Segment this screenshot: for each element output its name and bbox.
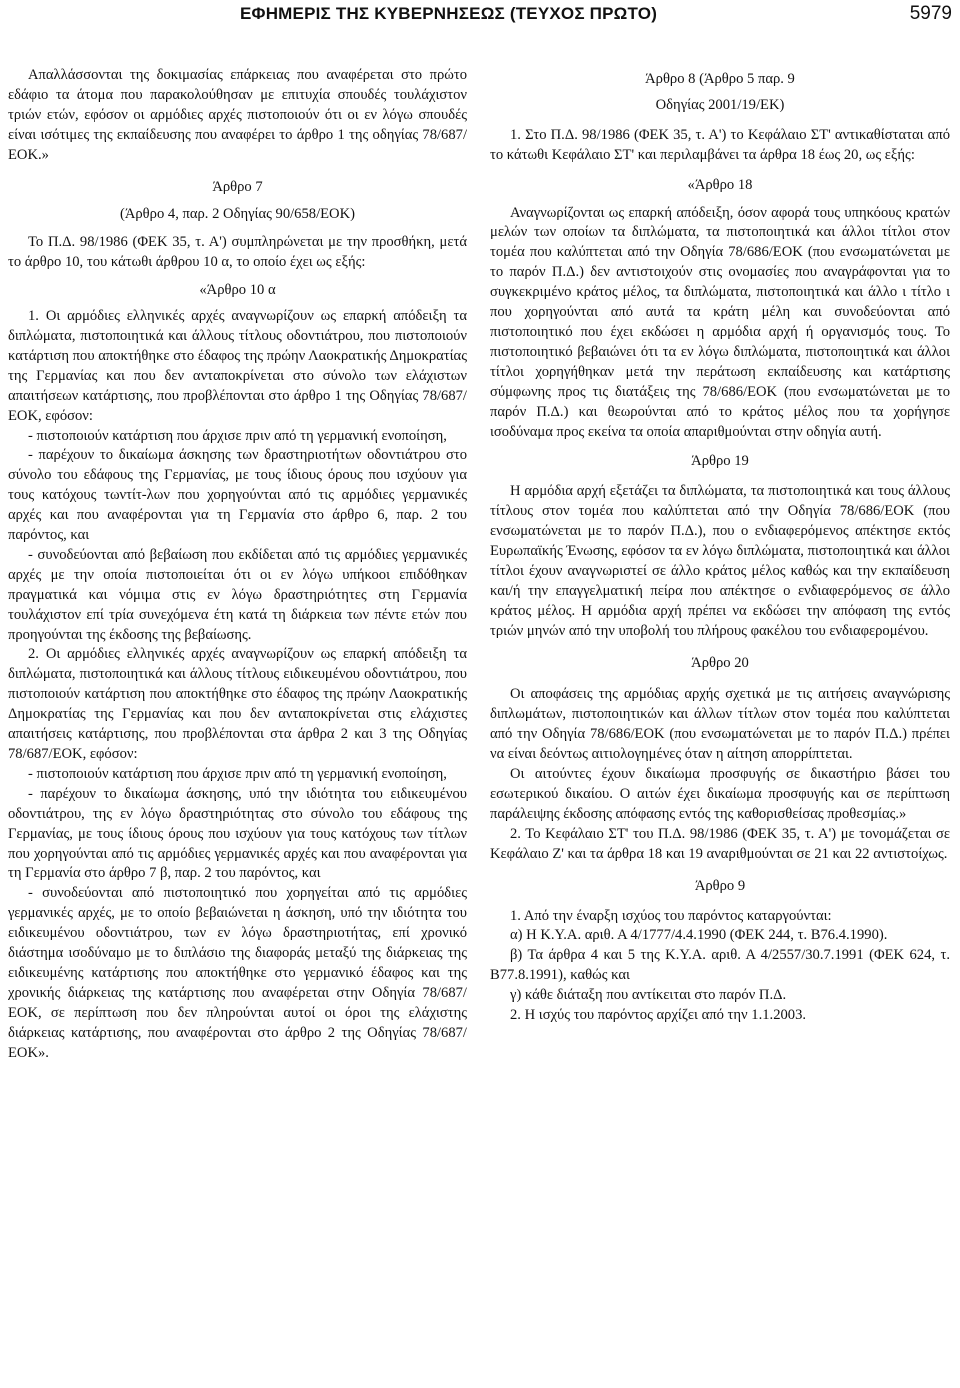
list-item: - παρέχουν το δικαίωμα άσκησης, υπό την ιδιότητα του ειδικευμένου οδοντιάτρου, της εν λόγω δραστηριότητας στο σύνολο του εδάφους της Γερμανίας, με τους ίδιους όρους που ισχύουν για τους κατόχους των τίτλων που χορηγούνται από τις αρμόδιες γερμανικές αρχές και που αναφέρονται για τη Γερμανία στο άρθρο 7 β, παρ. 2 του παρόντος, και <box>8 785 467 882</box>
list-item: - συνοδεύονται από βεβαίωση που εκδίδεται από τις αρμόδιες γερμανικές αρχές με την οποία πιστοποιείται ότι οι εν λόγω υπήκοοι επιδόθηκαν πραγματικά και νόμιμα στις εν λόγω δραστηριότητες στη Γερμανία τουλάχιστον επί τρία συνεχόμενα έτη κατά τη διάρκεια των πέντε ετών που προηγούνται της έκδοσης της βεβαίωσης. <box>8 546 467 643</box>
article-heading: Άρθρο 8 (Άρθρο 5 παρ. 9 <box>645 71 795 87</box>
article-heading: Άρθρο 20 <box>691 654 749 671</box>
paragraph: 1. Στο Π.Δ. 98/1986 (ΦΕΚ 35, τ. Α') το Κεφάλαιο ΣΤ' αντικαθίσταται από το κάτωθι Κεφάλαιο ΣΤ' και περιλαμβάνει τα άρθρα 18 έως 20, ως εξής: <box>490 126 950 163</box>
paragraph: Η αρμόδια αρχή εξετάζει τα διπλώματα, τα πιστοποιητικά και τους άλλους τίτλους στον τομέα που καλύπτεται από την Οδηγία 78/686/ΕΟΚ (που ενσωματώνεται με το παρόν Π.Δ.), που ο ενδιαφερόμενος απέκτησε εκτός Ευρωπαϊκής Ένωσης, εφόσον τα εν λόγω διπλώματα, πιστοποιητικά και άλλοι τίτλοι έχουν αναγνωριστεί σε άλλο κράτος μέλος καθώς και την εκπαίδευση και/ή την επαγγελματική πείρα που απέκτησε ο ενδιαφερόμενος σε άλλο κράτος μέλος. Η αρμόδια αρχή πρέπει να εκδώσει την απόφαση της εντός τριών μηνών από την υποβολή του πλήρους φακέλου του ενδιαφερομένου. <box>490 483 950 639</box>
left-column <box>8 66 467 1064</box>
paragraph: Το Π.Δ. 98/1986 (ΦΕΚ 35, τ. Α') συμπληρώνεται με την προσθήκη, μετά το άρθρο 10, του κάτωθι άρθρου 10 α, το οποίο έχει ως εξής: <box>8 234 467 271</box>
article-heading: Άρθρο 7 <box>212 178 263 195</box>
list-item: γ) κάθε διάταξη που αντίκειται στο παρόν Π.Δ. <box>510 987 787 1004</box>
list-item: - πιστοποιούν κατάρτιση που άρχισε πριν από τη γερμανική ενοποίηση, <box>28 765 447 782</box>
page-number: 5979 <box>909 3 952 24</box>
gazette-title: ΕΦΗΜΕΡΙΣ ΤΗΣ ΚΥΒΕΡΝΗΣΕΩΣ (ΤΕΥΧΟΣ ΠΡΩΤΟ) <box>240 4 658 23</box>
article-heading: «Άρθρο 10 α <box>199 282 276 299</box>
paragraph: Αναγνωρίζονται ως επαρκή απόδειξη, όσον αφορά τους υπηκόους κρατών μελών των οποίων τα διπλώματα, τα πιστοποιητικά και άλλοι τίτλοι στον τομέα που καλύπτεται από την Οδηγία 78/686/ΕΟΚ (που ενσωματώνεται με το παρόν Π.Δ.) δεν αντιστοιχούν στις ονομασίες που αναγράφονται για το συγκεκριμένο κράτος μέλος, τα διπλώματα, πιστοποιητικά και άλλο ι τίτλο ι που χορηγούνται από αυτά τα κράτη μέλη και συνοδεύονται από πιστοποιητικό που έχει εκδώσει η αρμόδια αρχή ή οργανισμός τους. Το πιστοποιητικό βεβαιώνει ότι τα εν λόγω διπλώματα, πιστοποιητικά και άλλοι τίτλοι χορηγήθηκαν μετά την περάτωση εκπαίδευσης και κατάρτισης σύμφωνης προς τις διατάξεις της 78/686/ΕΟΚ (που ενσωματώνεται με το παρόν Π.Δ.) και θεωρούνται από το κράτος μέλος που τα χορήγησε ισοδύναμα προς εκείνα τα οποία απαριθμούνται στην οδηγία αυτή. <box>490 204 950 440</box>
article-heading: «Άρθρο 18 <box>687 176 753 193</box>
list-item: α) Η Κ.Υ.Α. αριθ. Α 4/1777/4.4.1990 (ΦΕΚ 244, τ. Β76.4.1990). <box>510 927 888 944</box>
list-item: - πιστοποιούν κατάρτιση που άρχισε πριν από τη γερμανική ενοποίηση, <box>28 427 447 444</box>
paragraph: 1. Οι αρμόδιες ελληνικές αρχές αναγνωρίζουν ως επαρκή απόδειξη τα διπλώματα, πιστοποιητικά και άλλους τίτλους οδοντιάτρου, που πιστοποιούν κατάρτιση που αποκτήθηκε στο έδαφος της πρώην Λαοκρατικής Δημοκρατίας της Γερμανίας και που δεν ανταποκρίνεται στο σύνολο των ελάχιστων απαιτήσεων κατάρτισης, που προβλέπονται στο άρθρο 1 της Οδηγίας 78/687/ΕΟΚ, εφόσον: <box>8 308 467 424</box>
article-subheading: Οδηγίας 2001/19/ΕΚ) <box>655 96 785 113</box>
paragraph: 2. Το Κεφάλαιο ΣΤ' του Π.Δ. 98/1986 (ΦΕΚ 35, τ. Α') με τονομάζεται σε Κεφάλαιο Ζ' και τα άρθρα 18 και 19 αναριθμούνται σε 21 και 22 αντιστοίχως. <box>490 825 950 862</box>
paragraph: 1. Από την έναρξη ισχύος του παρόντος καταργούνται: <box>510 907 832 924</box>
list-item: - παρέχουν το δικαίωμα άσκησης των δραστηριοτήτων οδοντιάτρου στο σύνολο του εδάφους της Γερμανίας, με τους ίδιους όρους που ισχύουν για τους κατόχους τωντίτ-λων που χορηγούνται από τις αρμόδιες γερμανικές αρχές και που αναφέρονται για τη Γερμανία στο άρθρο 6, παρ. 2 του παρόντος, και <box>8 447 467 544</box>
article-heading: Άρθρο 19 <box>691 453 749 470</box>
page-header <box>0 0 960 34</box>
article-subheading: (Άρθρο 4, παρ. 2 Οδηγίας 90/658/ΕΟΚ) <box>120 206 355 223</box>
paragraph: 2. Η ισχύς του παρόντος αρχίζει από την 1.1.2003. <box>510 1007 807 1024</box>
paragraph: Οι αποφάσεις της αρμόδιας αρχής σχετικά με τις αιτήσεις αναγνώρισης διπλωμάτων, πιστοποιητικών και άλλων τίτλων στον τομέα που καλύπτεται από την Οδηγία 78/686/ΕΟΚ (που ενσωματώνεται με το παρόν Π.Δ.) πρέπει να είναι δεόντως αιτιολογημένες όταν η αίτηση απορρίπτεται. <box>490 686 950 763</box>
right-column <box>490 66 950 1026</box>
paragraph: Οι αιτούντες έχουν δικαίωμα προσφυγής σε δικαστήριο βάσει του εσωτερικού δικαίου. Ο αιτών έχει δικαίωμα προσφυγής και σε περίπτωση παράλειψης έκδοσης απόφασης εντός της καθορισθείσας προθεσμίας.» <box>490 766 950 822</box>
list-item: β) Τα άρθρα 4 και 5 της Κ.Υ.Α. αριθ. Α 4/2557/30.7.1991 (ΦΕΚ 624, τ. Β77.8.1991), καθώς και <box>490 947 950 984</box>
list-item: - συνοδεύονται από πιστοποιητικό που χορηγείται από τις αρμόδιες γερμανικές αρχές, με το οποίο βεβαιώνεται η άσκηση, υπό την ιδιότητα του ειδικευμένου οδοντιάτρου, των εν λόγω δραστηριοτήτας, επί χρονικό διάστημα ισοδύναμο με το διπλάσιο της διαφοράς μεταξύ της διάρκειας της ειδικευμένης κατάρτισης που αποκτήθηκε στο γερμανικό έδαφος και της χρονικής διάρκειας της κατάρτισης που αναφέρεται στην Οδηγία 78/687/ΕΟΚ, σε περίπτωση που δεν πληρούνται αυτοί οι όροι της ελάχιστης διάρκειας κατάρτισης, που αναφέρονται στο άρθρο 2 της Οδηγίας 78/687/ΕΟΚ». <box>8 885 467 1061</box>
paragraph: Απαλλάσσονται της δοκιμασίας επάρκειας που αναφέρεται στο πρώτο εδάφιο τα άτομα που παρακολούθησαν με επιτυχία σπουδές τουλάχιστον τριών ετών, εφόσον οι αρμόδιες αρχές πιστοποιούν ότι οι εν λόγω σπουδές είναι ισότιμες της εκπαίδευσης που αναφέρει το άρθρο 1 της οδηγίας 78/687/ΕΟΚ.» <box>8 67 467 163</box>
article-heading: Άρθρο 9 <box>694 877 746 894</box>
paragraph: 2. Οι αρμόδιες ελληνικές αρχές αναγνωρίζουν ως επαρκή απόδειξη τα διπλώματα, πιστοποιητικά και άλλους τίτλους ειδικευμένου οδοντιάτρου, που πιστοποιούν κατάρτιση που αποκτήθηκε στο έδαφος της πρώην Λαοκρατικής Δημοκρατίας της Γερμανίας και που δεν ανταποκρίνεται στις ελάχιστες απαιτήσεις κατάρτισης, που προβλέπονται στα άρθρα 2 και 3 της Οδηγίας 78/687/ΕΟΚ, εφόσον: <box>8 646 467 762</box>
